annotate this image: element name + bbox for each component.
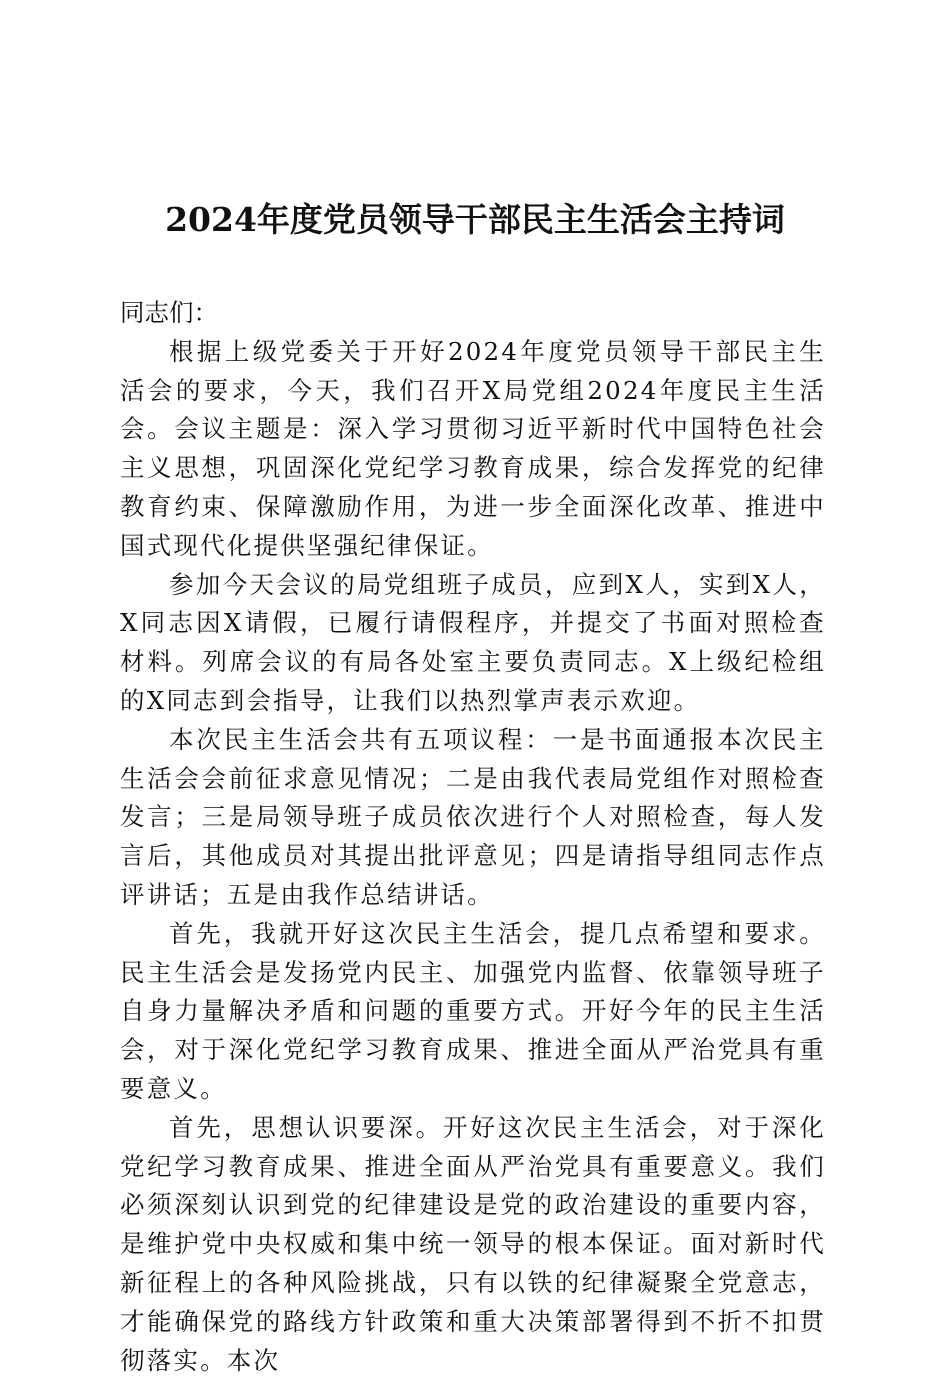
salutation: 同志们： bbox=[120, 298, 218, 327]
document-body bbox=[120, 294, 826, 1380]
paragraph-agenda: 本次民主生活会共有五项议程：一是书面通报本次民主生活会会前征求意见情况；二是由我代表局党组作对照检查发言；三是局领导班子成员依次进行个人对照检查，每人发言后，其他成员对其提出批评意见；四是请指导组同志作点评讲话；五是由我作总结讲话。 bbox=[120, 724, 826, 909]
paragraph-attendance: 参加今天会议的局党组班子成员，应到X人，实到X人，X同志因X请假，已履行请假程序，并提交了书面对照检查材料。列席会议的有局各处室主要负责同志。X上级纪检组的X同志到会指导，让我们以热烈掌声表示欢迎。 bbox=[120, 569, 826, 715]
document-title: 2024年度党员领导干部民主生活会主持词 bbox=[165, 200, 785, 239]
paragraph-ideological-understanding: 首先，思想认识要深。开好这次民主生活会，对于深化党纪学习教育成果、推进全面从严治党具有重要意义。我们必须深刻认识到党的纪律建设是党的政治建设的重要内容，是维护党中央权威和集中统一领导的根本保证。面对新时代新征程上的各种风险挑战，只有以铁的纪律凝聚全党意志，才能确保党的路线方针政策和重大决策部署得到不折不扣贯彻落实。本次 bbox=[120, 1112, 826, 1375]
paragraph-requirements: 首先，我就开好这次民主生活会，提几点希望和要求。民主生活会是发扬党内民主、加强党内监督、依靠领导班子自身力量解决矛盾和问题的重要方式。开好今年的民主生活会，对于深化党纪学习教育成果、推进全面从严治党具有重要意义。 bbox=[120, 918, 826, 1103]
paragraph-meeting-purpose: 根据上级党委关于开好2024年度党员领导干部民主生活会的要求，今天，我们召开X局党组2024年度民主生活会。会议主题是：深入学习贯彻习近平新时代中国特色社会主义思想，巩固深化党纪学习教育成果，综合发挥党的纪律教育约束、保障激励作用，为进一步全面深化改革、推进中国式现代化提供坚强纪律保证。 bbox=[120, 336, 826, 560]
